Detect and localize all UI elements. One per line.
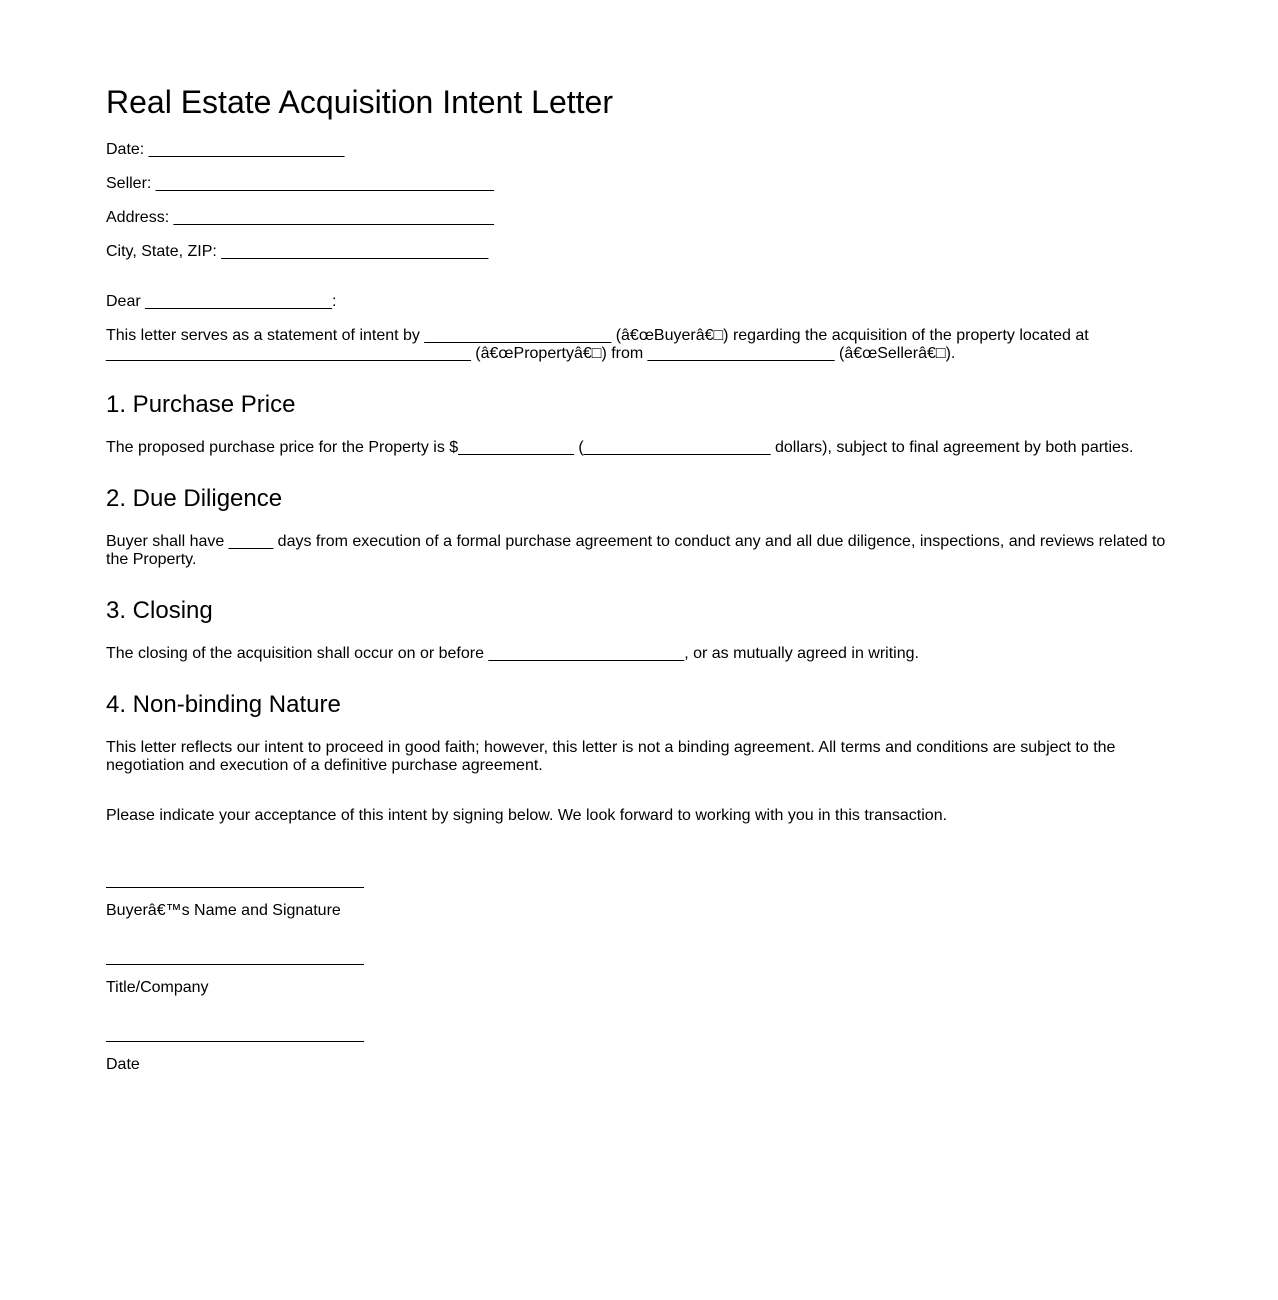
section-text: , or as mutually agreed in writing. (684, 645, 919, 662)
address-label: Address: (106, 209, 174, 226)
section-text: The proposed purchase price for the Property is $ (106, 439, 459, 456)
buyer-signature-group (106, 887, 1172, 920)
signature-date-line[interactable] (106, 1041, 364, 1042)
intro-text-2: (â€œBuyerâ€□) regarding the acquisition of the property located at (611, 327, 1089, 344)
intro-text-3: (â€œPropertyâ€□) from (470, 345, 648, 362)
date-label: Date: (106, 141, 149, 158)
buyer-blank[interactable]: _____________________ (424, 327, 612, 344)
section-body (106, 645, 1172, 663)
date-blank[interactable]: ______________________ (148, 141, 345, 158)
closing-note: Please indicate your acceptance of this intent by signing below. We look forward to working with you in this transaction. (106, 807, 948, 824)
signature-date-label: Date (106, 1056, 140, 1073)
intro-seller-blank[interactable]: _____________________ (647, 345, 835, 362)
salutation-suffix: : (332, 293, 337, 310)
title-company-label: Title/Company (106, 979, 209, 996)
buyer-signature-line[interactable] (106, 887, 364, 888)
section-body (106, 439, 1172, 457)
section-heading: 4. Non-binding Nature (106, 691, 341, 718)
intro-paragraph (106, 327, 1172, 363)
days-blank[interactable]: _____ (228, 533, 274, 550)
section-heading: 1. Purchase Price (106, 391, 296, 418)
title-company-line[interactable] (106, 964, 364, 965)
salutation-prefix: Dear (106, 293, 146, 310)
seller-field (106, 175, 1172, 193)
intro-text-4: (â€œSellerâ€□). (834, 345, 956, 362)
property-blank[interactable]: _________________________________________ (106, 345, 471, 362)
document-title: Real Estate Acquisition Intent Letter (106, 84, 613, 120)
price-amount-blank[interactable]: _____________ (458, 439, 574, 456)
buyer-signature-label: Buyerâ€™s Name and Signature (106, 902, 341, 919)
section-due-diligence (106, 485, 1172, 569)
price-words-blank[interactable]: _____________________ (583, 439, 771, 456)
section-text: Buyer shall have (106, 533, 229, 550)
section-closing (106, 597, 1172, 663)
seller-blank[interactable]: ______________________________________ (155, 175, 494, 192)
seller-label: Seller: (106, 175, 156, 192)
signature-date-group (106, 1041, 1172, 1074)
section-purchase-price (106, 391, 1172, 457)
date-field (106, 141, 1172, 159)
section-text: ( (573, 439, 584, 456)
section-body: This letter reflects our intent to proceed in good faith; however, this letter is not a binding agreement. All terms and conditions are subject to the negotiation and execution of a definitive purchase agreement. (106, 739, 1116, 774)
city-state-zip-blank[interactable]: ______________________________ (221, 243, 489, 260)
intro-text-1: This letter serves as a statement of intent by (106, 327, 425, 344)
section-text: days from execution of a formal purchase agreement to conduct any and all due diligence, inspections, and reviews related to the Property. (106, 533, 1166, 568)
section-body (106, 533, 1172, 569)
salutation (106, 293, 1172, 311)
section-non-binding (106, 691, 1172, 775)
signature-block (106, 887, 1172, 1074)
section-text: The closing of the acquisition shall occur on or before (106, 645, 489, 662)
section-heading: 2. Due Diligence (106, 485, 283, 512)
recipient-blank[interactable]: _____________________ (145, 293, 332, 310)
closing-date-blank[interactable]: ______________________ (488, 645, 685, 662)
section-heading: 3. Closing (106, 597, 213, 624)
section-text: dollars), subject to final agreement by both parties. (770, 439, 1134, 456)
title-company-group (106, 964, 1172, 997)
city-state-zip-field (106, 243, 1172, 261)
address-blank[interactable]: ____________________________________ (173, 209, 494, 226)
address-field (106, 209, 1172, 227)
city-state-zip-label: City, State, ZIP: (106, 243, 222, 260)
